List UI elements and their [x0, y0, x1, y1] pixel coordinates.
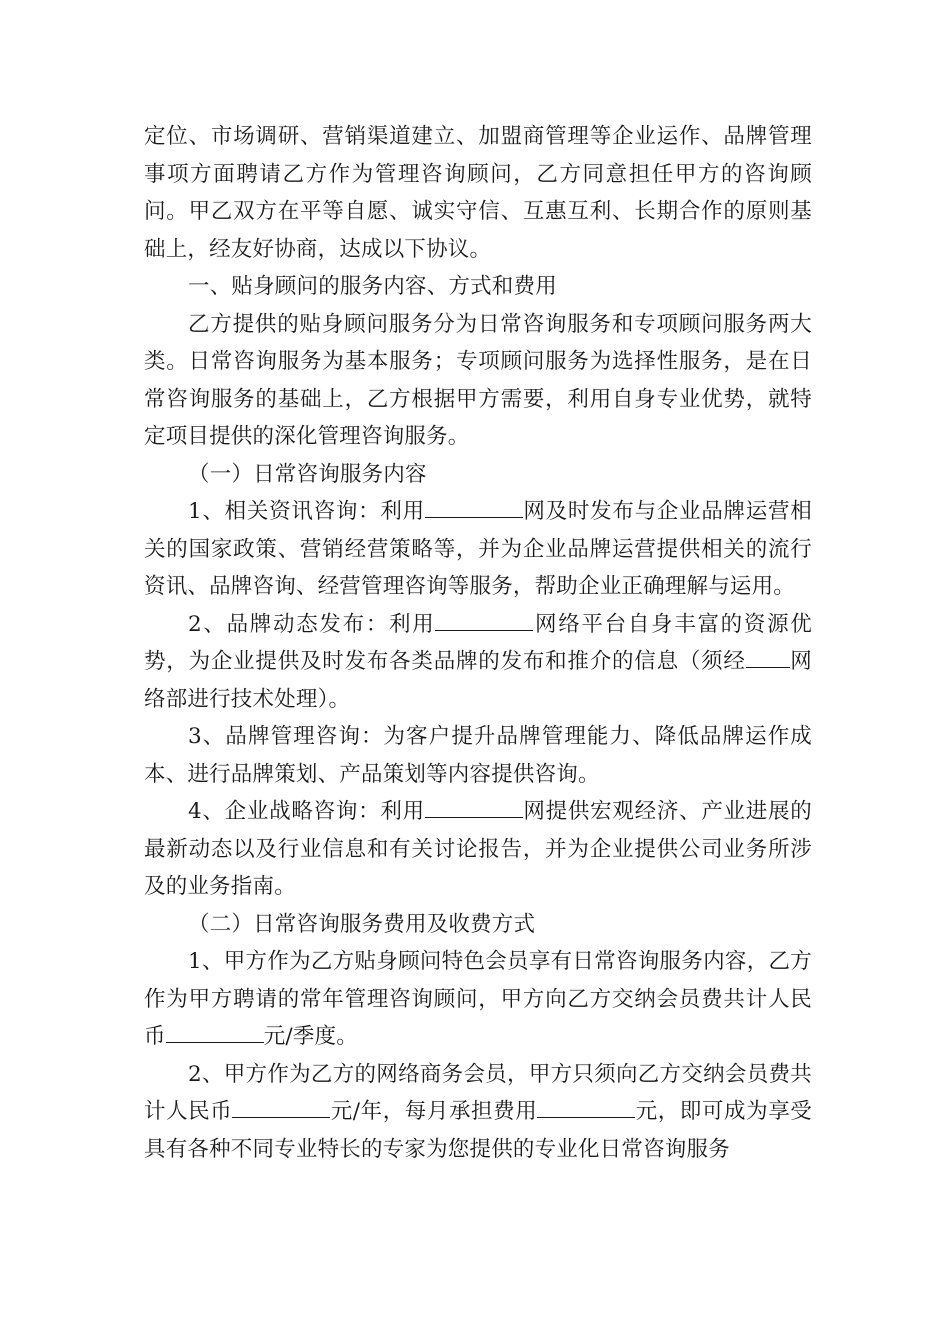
fill-in-blank[interactable]	[166, 1018, 264, 1043]
list-item-2-text-a: 2、品牌动态发布：利用	[188, 611, 436, 637]
list-item-4-text-b: 网提供宏观经济、产业进展的最新动态以及行业信息和有关讨论报告，并为企业提供公司业务所涉及的业务指南。	[144, 799, 812, 899]
list-item-4	[144, 793, 812, 906]
fill-in-blank[interactable]	[232, 1093, 330, 1118]
list-item-1	[144, 493, 812, 606]
list-item-2-text-c: 网络部进行技术处理）。	[144, 649, 813, 712]
intro-paragraph	[144, 118, 812, 268]
list-item-3-text: 3、品牌管理咨询：为客户提升品牌管理能力、降低品牌运作成本、进行品牌策划、产品策划等内容提供咨询。	[144, 724, 812, 787]
document-body	[144, 118, 812, 1168]
fill-in-blank[interactable]	[537, 1093, 635, 1118]
intro-text: 定位、市场调研、营销渠道建立、加盟商管理等企业运作、品牌管理事项方面聘请乙方作为管理咨询顾问，乙方同意担任甲方的咨询顾问。甲乙双方在平等自愿、诚实守信、互惠互利、长期合作的原则基础上，经友好协商，达成以下协议。	[144, 124, 812, 262]
list-item-1-text-b: 网及时发布与企业品牌运营相关的国家政策、营销经营策略等，并为企业品牌运营提供相关的流行资讯、品牌咨询、经营管理咨询等服务，帮助企业正确理解与运用。	[144, 499, 812, 599]
subsection-heading-1	[144, 456, 812, 494]
fill-in-blank[interactable]	[425, 493, 523, 518]
fill-in-blank[interactable]	[425, 793, 523, 818]
subsection-heading-2	[144, 906, 812, 944]
list-item-3	[144, 718, 812, 793]
fee-item-2-text-c: 元，即可成为享受具有各种不同专业特长的专家为您提供的专业化日常咨询服务	[144, 1099, 812, 1162]
fee-item-1	[144, 943, 812, 1056]
subsection-heading-2-text: （二）日常咨询服务费用及收费方式	[188, 911, 536, 937]
fee-item-2-text-a: 2、甲方作为乙方的网络商务会员，甲方只须向乙方交纳会员费共计人民币	[144, 1061, 812, 1124]
list-item-2-text-b: 网络平台自身丰富的资源优势，为企业提供及时发布各类品牌的发布和推介的信息（须经	[144, 611, 812, 674]
fill-in-blank[interactable]	[746, 643, 790, 668]
services-paragraph	[144, 306, 812, 456]
list-item-1-text-a: 1、相关资讯咨询：利用	[188, 499, 425, 524]
fee-item-1-text-b: 元/季度。	[263, 1024, 358, 1049]
fill-in-blank[interactable]	[435, 606, 533, 631]
fee-item-2	[144, 1056, 812, 1169]
list-item-2	[144, 606, 812, 719]
section-heading-1	[144, 268, 812, 306]
fee-item-2-text-b: 元/年，每月承担费用	[330, 1099, 538, 1124]
subsection-heading-1-text: （一）日常咨询服务内容	[188, 461, 427, 487]
section-heading-1-text: 一、贴身顾问的服务内容、方式和费用	[188, 274, 557, 299]
services-text: 乙方提供的贴身顾问服务分为日常咨询服务和专项顾问服务两大类。日常咨询服务为基本服务；专项顾问服务为选择性服务，是在日常咨询服务的基础上，乙方根据甲方需要，利用自身专业优势，就特定项目提供的深化管理咨询服务。	[144, 311, 812, 449]
list-item-4-text-a: 4、企业战略咨询：利用	[188, 799, 425, 824]
fee-item-1-text-a: 1、甲方作为乙方贴身顾问特色会员享有日常咨询服务内容，乙方作为甲方聘请的常年管理咨询顾问，甲方向乙方交纳会员费共计人民币	[144, 949, 812, 1049]
